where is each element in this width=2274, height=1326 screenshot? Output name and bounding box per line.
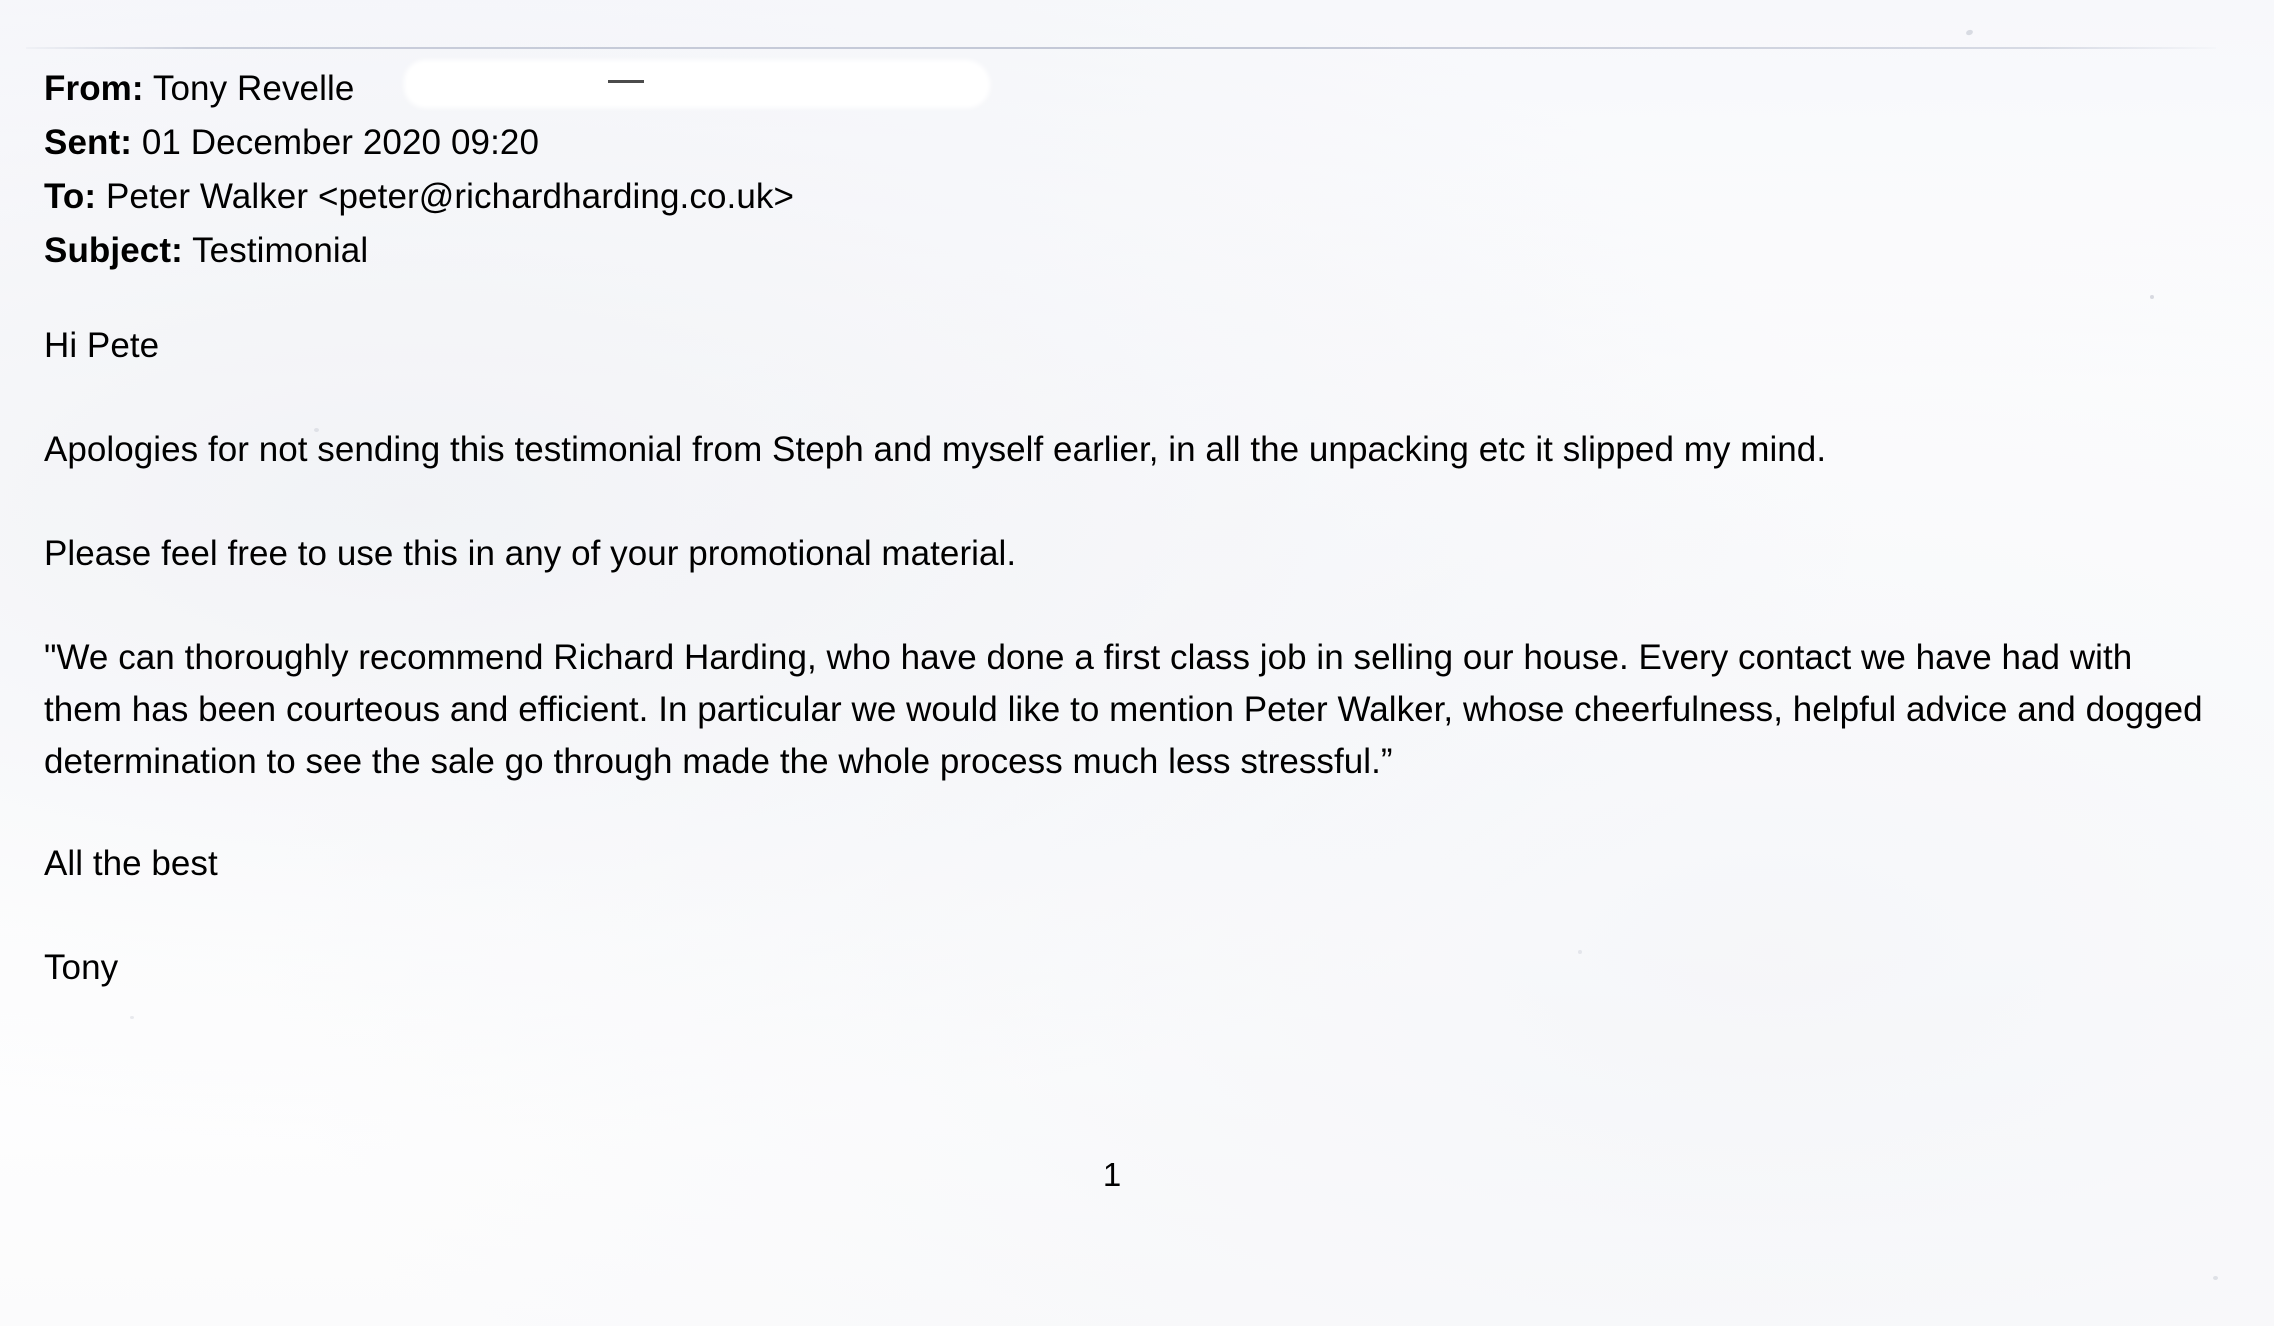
subject-label: Subject:: [44, 231, 183, 270]
from-label: From:: [44, 69, 144, 108]
page-top-rule: [26, 47, 2216, 49]
body-paragraph-2: Please feel free to use this in any of your promotional material.: [44, 534, 1017, 573]
subject-value: Testimonial: [192, 231, 369, 270]
to-value: Peter Walker <peter@richardharding.co.uk>: [105, 177, 795, 216]
scan-speck: [2213, 1276, 2218, 1280]
email-header-from: [44, 62, 2244, 116]
scan-speck: [1965, 29, 1973, 36]
sent-label: Sent:: [44, 123, 132, 162]
body-testimonial-quote: "We can thoroughly recommend Richard Harding, who have done a first class job in selling our house. Every contact we have had with them has been courteous and efficient. In particular we would like to mention Peter Walker, whose cheerfulness, helpful advice and dogged determination to see the sale go through made the whole process much less stressful.”: [44, 638, 2203, 781]
email-header-to: [44, 170, 2244, 224]
email-body: [44, 320, 2244, 994]
email-header-subject: [44, 224, 2244, 278]
redaction-mark: [408, 64, 986, 104]
body-paragraph-1: Apologies for not sending this testimonial from Steph and myself earlier, in all the unpacking etc it slipped my mind.: [44, 430, 1827, 469]
document-content: [44, 62, 2244, 1046]
sent-value: 01 December 2020 09:20: [141, 123, 540, 162]
body-signature: Tony: [44, 948, 119, 987]
to-label: To:: [44, 177, 97, 216]
body-greeting: Hi Pete: [44, 326, 160, 365]
email-header-sent: [44, 116, 2244, 170]
from-value: Tony Revelle: [152, 69, 355, 108]
body-signoff: All the best: [44, 844, 218, 883]
redaction-residual-mark: [608, 80, 644, 83]
page-number: 1: [1102, 1156, 1122, 1193]
